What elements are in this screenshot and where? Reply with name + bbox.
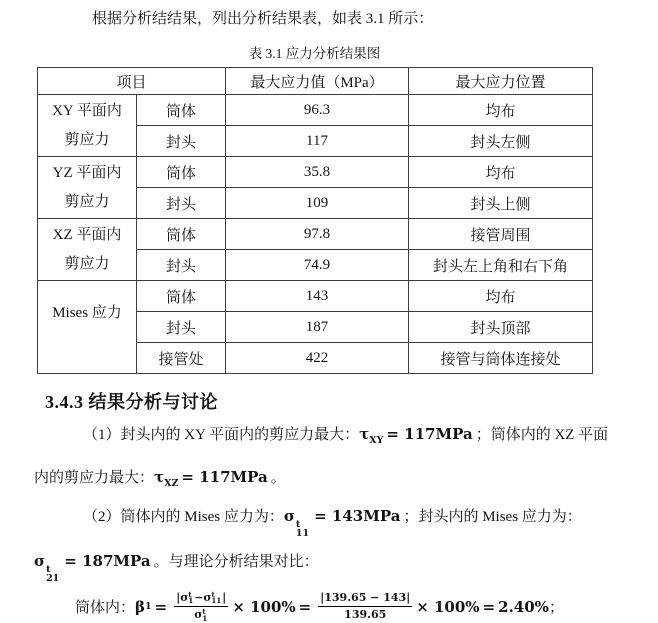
body-text: 。与理论分析结果对比： (153, 554, 319, 571)
sigma-scripts (46, 565, 59, 583)
abs-bar: | (176, 591, 181, 605)
table-header-row (38, 68, 593, 95)
header-cell-location: 最大应力位置 (409, 68, 593, 95)
table-row (38, 281, 593, 312)
sigma-scripts (296, 520, 309, 538)
equals-sign: = (298, 597, 312, 616)
paragraph1-line2 (34, 466, 658, 495)
cell-location: 接管与筒体连接处 (409, 343, 593, 374)
times-100-percent: × 100% (416, 597, 480, 616)
group-label-line1: YZ 平面内 (52, 164, 122, 181)
group-label-line1: Mises 应力 (52, 304, 122, 321)
equation-value: = 117MPa (181, 468, 268, 486)
sigma-symbol: σ (203, 591, 212, 605)
sigma-symbol: σ (283, 507, 295, 525)
cell-value: 422 (226, 343, 409, 374)
body-text: （1）封头内的 XY 平面内的剪应力最大： (83, 427, 360, 443)
cell-value: 117 (226, 126, 409, 157)
cell-part: 筒体 (137, 219, 226, 250)
sigma-scripts (202, 606, 208, 623)
sigma-subscript: 21 (46, 573, 60, 585)
body-text: 。 (270, 470, 286, 486)
cell-location: 封头左侧 (409, 126, 593, 157)
body-text: （2）筒体内的 Mises 应力为： (83, 509, 284, 525)
stress-results-table (37, 67, 593, 374)
tau-symbol: τ (359, 425, 370, 443)
group-label-line2: 剪应力 (64, 193, 110, 210)
cell-part: 筒体 (137, 157, 226, 188)
section-heading: 3.4.3 结果分析与讨论 (45, 392, 218, 412)
paragraph2-line1 (83, 505, 658, 538)
sigma-scripts (211, 589, 222, 606)
sigma-superscript: t (188, 589, 192, 599)
fraction-denominator: 139.65 (344, 608, 387, 622)
equals-sign: = (482, 597, 496, 616)
group-label-line2: 剪应力 (64, 255, 110, 272)
sigma-symbol: σ (180, 591, 189, 605)
sigma-symbol: σ (194, 608, 203, 622)
table-caption: 表 3.1 应力分析结果图 (248, 46, 381, 61)
beta-formula (75, 591, 658, 623)
group-label-line1: XZ 平面内 (52, 226, 122, 243)
sigma-superscript: t (46, 564, 51, 576)
group-label-line2: 剪应力 (64, 131, 110, 148)
sigma-superscript: t (295, 519, 301, 530)
tau-symbol: τ (154, 468, 165, 486)
cell-location: 封头左上角和右下角 (409, 250, 593, 281)
cell-value: 74.9 (226, 250, 409, 281)
cell-value: 97.8 (226, 219, 409, 250)
cell-location: 接管周围 (409, 219, 593, 250)
cell-location: 封头上侧 (409, 188, 593, 219)
cell-location: 封头顶部 (409, 312, 593, 343)
paragraph1-line1 (83, 423, 658, 452)
header-cell-item: 项目 (38, 68, 226, 95)
beta-subscript: 1 (144, 601, 152, 613)
cell-value: 35.8 (226, 157, 409, 188)
group-label-line1: XY 平面内 (52, 102, 122, 119)
sigma-symbol: σ (34, 552, 46, 571)
cell-part: 筒体 (137, 95, 226, 126)
sigma-subscript: 11 (211, 596, 222, 606)
table-row (38, 219, 593, 250)
document-page (0, 8, 658, 623)
equation-value: = 187MPa (64, 552, 151, 571)
result-value: 2.40% (498, 597, 549, 616)
cell-location: 均布 (409, 95, 593, 126)
body-text: ； (548, 600, 564, 617)
header-cell-max-stress: 最大应力值（MPa） (226, 68, 409, 95)
cell-value: 187 (226, 312, 409, 343)
cell-part: 封头 (137, 312, 226, 343)
sigma-superscript: t (211, 589, 215, 599)
intro-paragraph: 根据分析结结果，列出分析结果表，如表 3.1 所示： (92, 11, 434, 27)
fraction-numeric (318, 591, 412, 623)
tau-subscript: XZ (164, 478, 179, 489)
group-cell-yz (38, 157, 137, 219)
paragraph2-line2 (34, 550, 658, 583)
cell-value: 109 (226, 188, 409, 219)
sigma-superscript: t (202, 606, 206, 616)
cell-location: 均布 (409, 157, 593, 188)
body-text: 筒体内： (75, 600, 136, 617)
cell-value: 143 (226, 281, 409, 312)
fraction-numerator (174, 591, 228, 607)
group-cell-xy (38, 95, 137, 157)
beta-symbol: β (135, 597, 145, 616)
body-text: 内的剪应力最大： (34, 470, 155, 486)
sigma-scripts (188, 589, 194, 606)
sigma-subscript: 1 (188, 596, 194, 606)
body-text: ；封头内的 Mises 应力为： (403, 509, 582, 525)
table-row (38, 157, 593, 188)
group-cell-mises (38, 281, 137, 374)
cell-location: 均布 (409, 281, 593, 312)
cell-part: 封头 (137, 188, 226, 219)
sigma-subscript: 1 (202, 613, 208, 623)
times-100-percent: × 100% (232, 597, 296, 616)
minus-sign: − (194, 591, 204, 605)
equation-value: = 143MPa (314, 507, 401, 525)
fraction-numerator: |139.65 − 143| (318, 591, 412, 607)
cell-part: 接管处 (137, 343, 226, 374)
fraction-symbolic (174, 591, 228, 623)
cell-part: 封头 (137, 126, 226, 157)
sigma-subscript: 11 (295, 528, 310, 540)
cell-part: 筒体 (137, 281, 226, 312)
table-row (38, 95, 593, 126)
body-text: ；筒体内的 XZ 平面 (475, 427, 609, 443)
cell-value: 96.3 (226, 95, 409, 126)
fraction-denominator (194, 607, 208, 622)
tau-subscript: XY (369, 435, 384, 446)
group-cell-xz (38, 219, 137, 281)
cell-part: 封头 (137, 250, 226, 281)
equation-value: = 117MPa (386, 425, 473, 443)
abs-bar: | (222, 591, 227, 605)
equals-sign: = (154, 597, 168, 616)
